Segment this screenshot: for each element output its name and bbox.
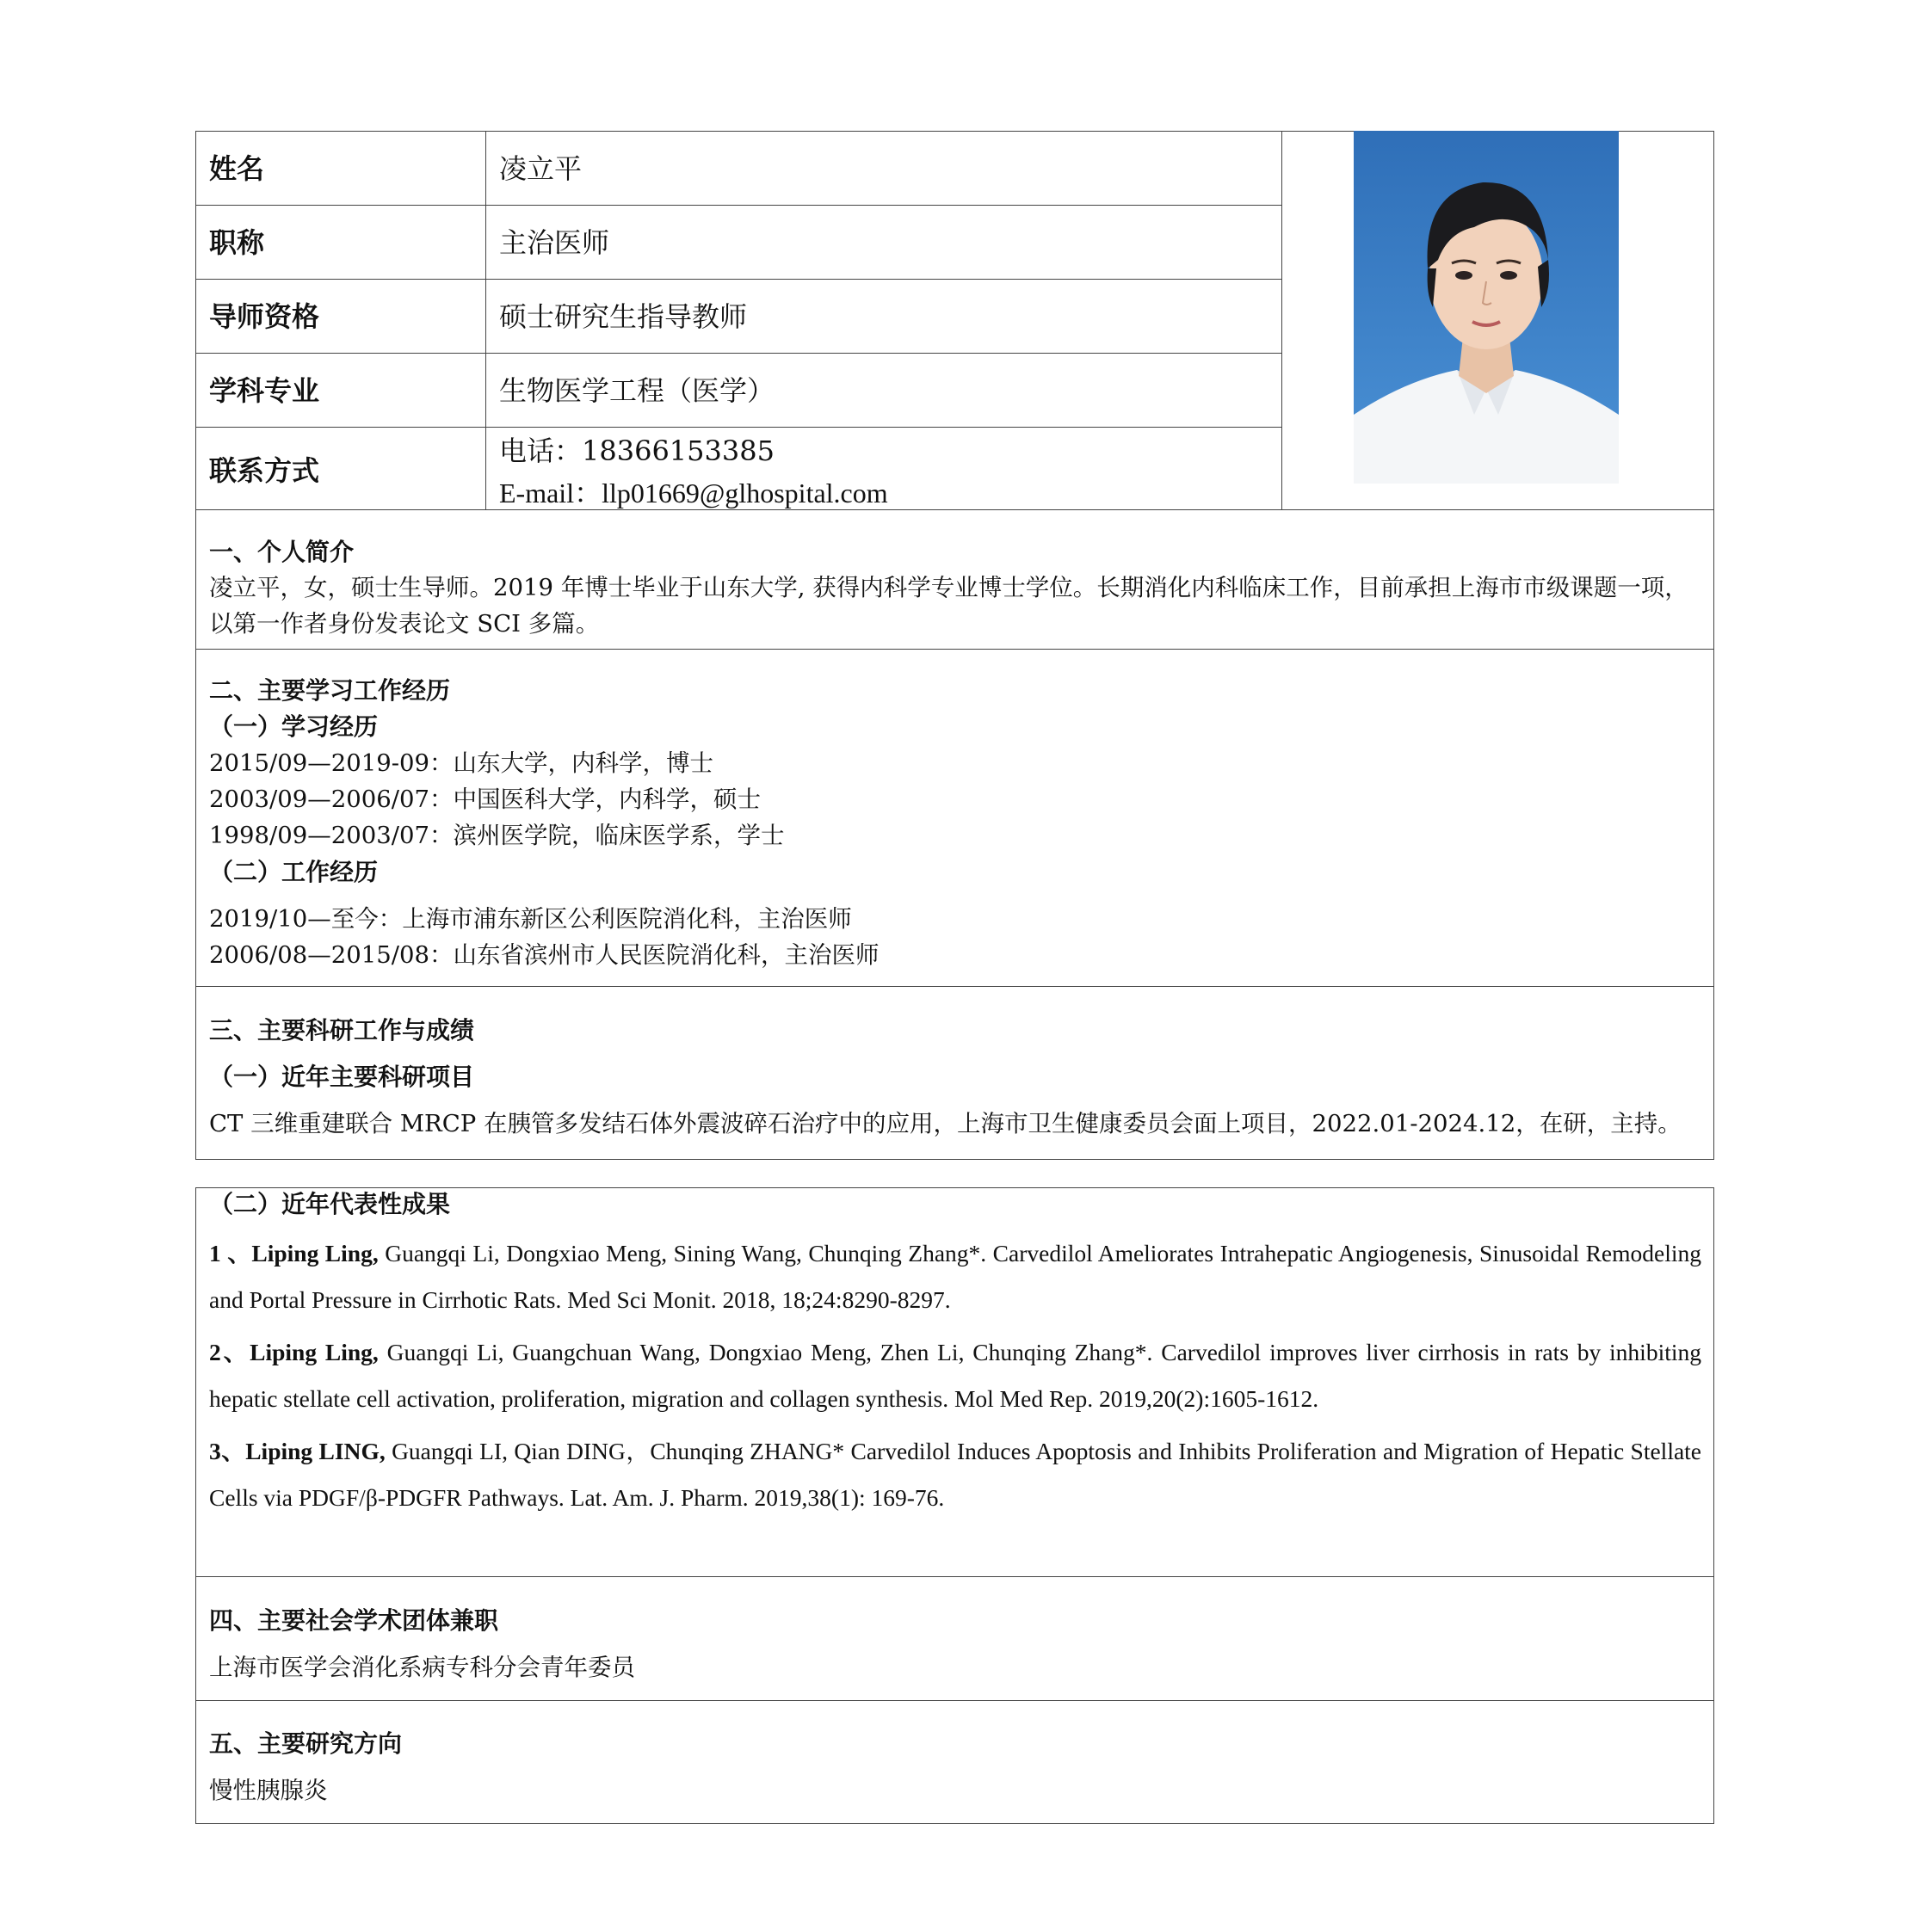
achievements-heading: （二）近年代表性成果 xyxy=(209,1190,451,1218)
study-item: 1998/09—2003/07：滨州医学院，临床医学系，学士 xyxy=(209,822,785,849)
contact-label: 联系方式 xyxy=(209,454,320,487)
study-item: 2015/09—2019-09：山东大学，内科学，博士 xyxy=(209,749,714,777)
email-value: E-mail：llp01669@glhospital.com xyxy=(499,478,888,508)
profile-photo xyxy=(1354,131,1619,484)
mentor-label: 导师资格 xyxy=(209,300,320,333)
work-item: 2019/10—至今：上海市浦东新区公利医院消化科，主治医师 xyxy=(209,905,852,933)
research-heading: 三、主要科研工作与成绩 xyxy=(209,1016,475,1045)
name-label: 姓名 xyxy=(209,152,265,185)
publication-item xyxy=(209,1428,1701,1521)
publication-text: Guangqi LI, Qian DING，Chunqing ZHANG* Carvedilol Induces Apoptosis and Inhibits Proliferation and Migration of Hepatic Stellate Cells via PDGF/β-PDGFR Pathways. Lat. Am. J. Pharm. 2019,38(1): 169-76. xyxy=(209,1438,1702,1511)
publication-author: Liping LING, xyxy=(245,1438,386,1464)
title-value: 主治医师 xyxy=(499,226,610,259)
project-item: CT 三维重建联合 MRCP 在胰管多发结石体外震波碎石治疗中的应用，上海市卫生健康委员会面上项目，2022.01-2024.12，在研，主持。 xyxy=(209,1110,1682,1137)
publication-text: Guangqi Li, Guangchuan Wang, Dongxiao Meng, Zhen Li, Chunqing Zhang*. Carvedilol improves liver cirrhosis in rats by inhibiting hepatic stellate cell activation, proliferation, migration and collagen synthesis. Mol Med Rep. 2019,20(2):1605-1612. xyxy=(209,1339,1701,1412)
work-item: 2006/08—2015/08：山东省滨州市人民医院消化科，主治医师 xyxy=(209,941,880,969)
discipline-value: 生物医学工程（医学） xyxy=(499,374,775,407)
experience-heading: 二、主要学习工作经历 xyxy=(209,676,451,705)
publication-author: Liping Ling, xyxy=(251,1240,379,1266)
discipline-label: 学科专业 xyxy=(209,374,320,407)
publication-number: 2、 xyxy=(209,1339,250,1365)
direction-value: 慢性胰腺炎 xyxy=(209,1777,328,1804)
publication-author: Liping Ling, xyxy=(250,1339,379,1365)
study-item: 2003/09—2006/07：中国医科大学，内科学，硕士 xyxy=(209,786,761,813)
publication-number: 1 、 xyxy=(209,1240,252,1266)
intro-line-2: 以第一作者身份发表论文 SCI 多篇。 xyxy=(209,610,600,638)
intro-line-1: 凌立平，女，硕士生导师。2019 年博士毕业于山东大学, 获得内科学专业博士学位。长期消化内科临床工作，目前承担上海市市级课题一项， xyxy=(209,574,1688,601)
work-heading: （二）工作经历 xyxy=(209,858,379,886)
mentor-value: 硕士研究生指导教师 xyxy=(499,300,748,333)
name-value: 凌立平 xyxy=(499,152,583,185)
publication-text: Guangqi Li, Dongxiao Meng, Sining Wang, Chunqing Zhang*. Carvedilol Ameliorates Intrahepatic Angiogenesis, Sinusoidal Remodeling and Portal Pressure in Cirrhotic Rats. Med Sci Monit. 2018, 18;24:8290-8297. xyxy=(209,1240,1701,1313)
publication-item xyxy=(209,1329,1701,1422)
projects-heading: （一）近年主要科研项目 xyxy=(209,1063,475,1091)
publication-item xyxy=(209,1230,1701,1323)
study-heading: （一）学习经历 xyxy=(209,712,379,741)
social-value: 上海市医学会消化系病专科分会青年委员 xyxy=(209,1654,635,1681)
phone-value: 电话：18366153385 xyxy=(499,434,775,467)
direction-heading: 五、主要研究方向 xyxy=(209,1729,403,1758)
social-heading: 四、主要社会学术团体兼职 xyxy=(209,1606,499,1635)
publication-number: 3、 xyxy=(209,1438,246,1464)
intro-heading: 一、个人简介 xyxy=(209,538,355,566)
title-label: 职称 xyxy=(209,226,265,259)
